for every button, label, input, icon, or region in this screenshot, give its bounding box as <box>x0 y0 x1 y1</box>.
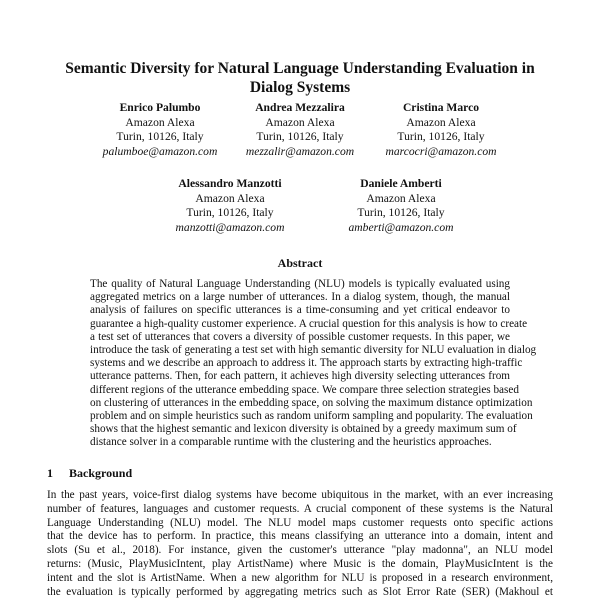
text-line: number of features, languages and customer requests. A crucial component of these systems is the Natural <box>47 502 553 515</box>
text-line: guarantee a high-quality customer experience. A crucial question for this analysis is how to create <box>90 317 528 330</box>
text-line: analysis of failures on specific utterances is a time-consuming and yet critical endeavor to <box>90 304 510 317</box>
section-title: Background <box>69 466 133 480</box>
author-name: Daniele Amberti <box>360 177 442 190</box>
author-block <box>356 101 526 159</box>
author-email: amberti@amazon.com <box>348 220 454 234</box>
text-line: utterance patterns. Then, for each pattern, it achieves high diversity selecting utterances from <box>90 370 510 383</box>
author-email: marcocri@amazon.com <box>385 144 497 158</box>
author-affiliation: Amazon Alexa <box>265 115 335 129</box>
section-body <box>47 489 553 599</box>
author-name: Cristina Marco <box>402 101 480 114</box>
text-line: intent and the slot is ArtistName. When a new algorithm for NLU is proposed in a research environment, <box>47 571 553 584</box>
text-line: that the device has to perform. In practice, this means classifying an utterance into a domain, intent and <box>47 530 553 543</box>
section-heading <box>47 466 132 481</box>
text-line: on clustering of utterances in the embedding space, on solving the maximum distance optimization <box>90 396 533 409</box>
abstract-body <box>90 278 537 449</box>
text-line: The quality of Natural Language Understanding (NLU) models is typically evaluated using <box>90 278 510 290</box>
text-line: the evaluation is typically performed by aggregating metrics such as Slot Error Rate (SER) (Makhoul et <box>47 585 553 598</box>
author-location: Turin, 10126, Italy <box>116 130 204 143</box>
author-location: Turin, 10126, Italy <box>357 206 445 219</box>
text-line: returns: (Music, PlayMusicIntent, play ArtistName) where Music is the domain, PlayMusicIntent is the <box>47 557 553 570</box>
text-line: systems and we describe an approach to address it. The approach starts by extracting high-traffic <box>90 357 523 370</box>
author-affiliation: Amazon Alexa <box>406 115 476 129</box>
author-location: Turin, 10126, Italy <box>256 130 344 143</box>
paper-title: Semantic Diversity for Natural Language Understanding Evaluation in Dialog Systems <box>65 60 535 96</box>
author-name: Andrea Mezzalira <box>255 101 345 114</box>
section-number: 1 <box>47 466 53 480</box>
text-line: Language Understanding (NLU) model. The NLU model maps customer requests onto specific actions <box>47 516 553 529</box>
text-line: distance solver in a comparable runtime with the clustering and the heuristics approaches. <box>90 436 492 449</box>
author-name: Alessandro Manzotti <box>178 177 282 190</box>
author-block <box>145 177 315 235</box>
author-location: Turin, 10126, Italy <box>186 206 274 219</box>
author-location: Turin, 10126, Italy <box>397 130 485 143</box>
author-affiliation: Amazon Alexa <box>195 191 265 205</box>
author-name: Enrico Palumbo <box>119 101 201 114</box>
text-line: In the past years, voice-first dialog systems have become ubiquitous in the market, with an ever increasing <box>47 489 553 501</box>
author-affiliation: Amazon Alexa <box>366 191 436 205</box>
text-line: aggregated metrics on a large number of utterances. In a dialog system, though, the manual <box>90 291 510 304</box>
author-block <box>316 177 486 235</box>
text-line: a test set of utterances that covers a diversity of possible customer requests. In this paper, we <box>90 330 510 343</box>
author-email: palumboe@amazon.com <box>102 144 218 158</box>
author-email: manzotti@amazon.com <box>175 220 285 234</box>
author-affiliation: Amazon Alexa <box>125 115 195 129</box>
text-line: different regions of the utterance embedding space. We compare three selection strategies based <box>90 383 519 396</box>
text-line: shows that the highest semantic and lexicon diversity is obtained by a greedy maximum sum of <box>90 423 517 436</box>
abstract-heading: Abstract <box>277 256 323 270</box>
text-line: introduce the task of generating a test set with high semantic diversity for NLU evaluation in dialog <box>90 343 537 356</box>
text-line: problem and on simple heuristics such as random uniform sampling and popularity. The evaluation <box>90 409 533 422</box>
text-line: slots (Su et al., 2018). For instance, given the customer's utterance "play madonna", an NLU model <box>47 544 553 557</box>
author-email: mezzalir@amazon.com <box>245 144 355 158</box>
